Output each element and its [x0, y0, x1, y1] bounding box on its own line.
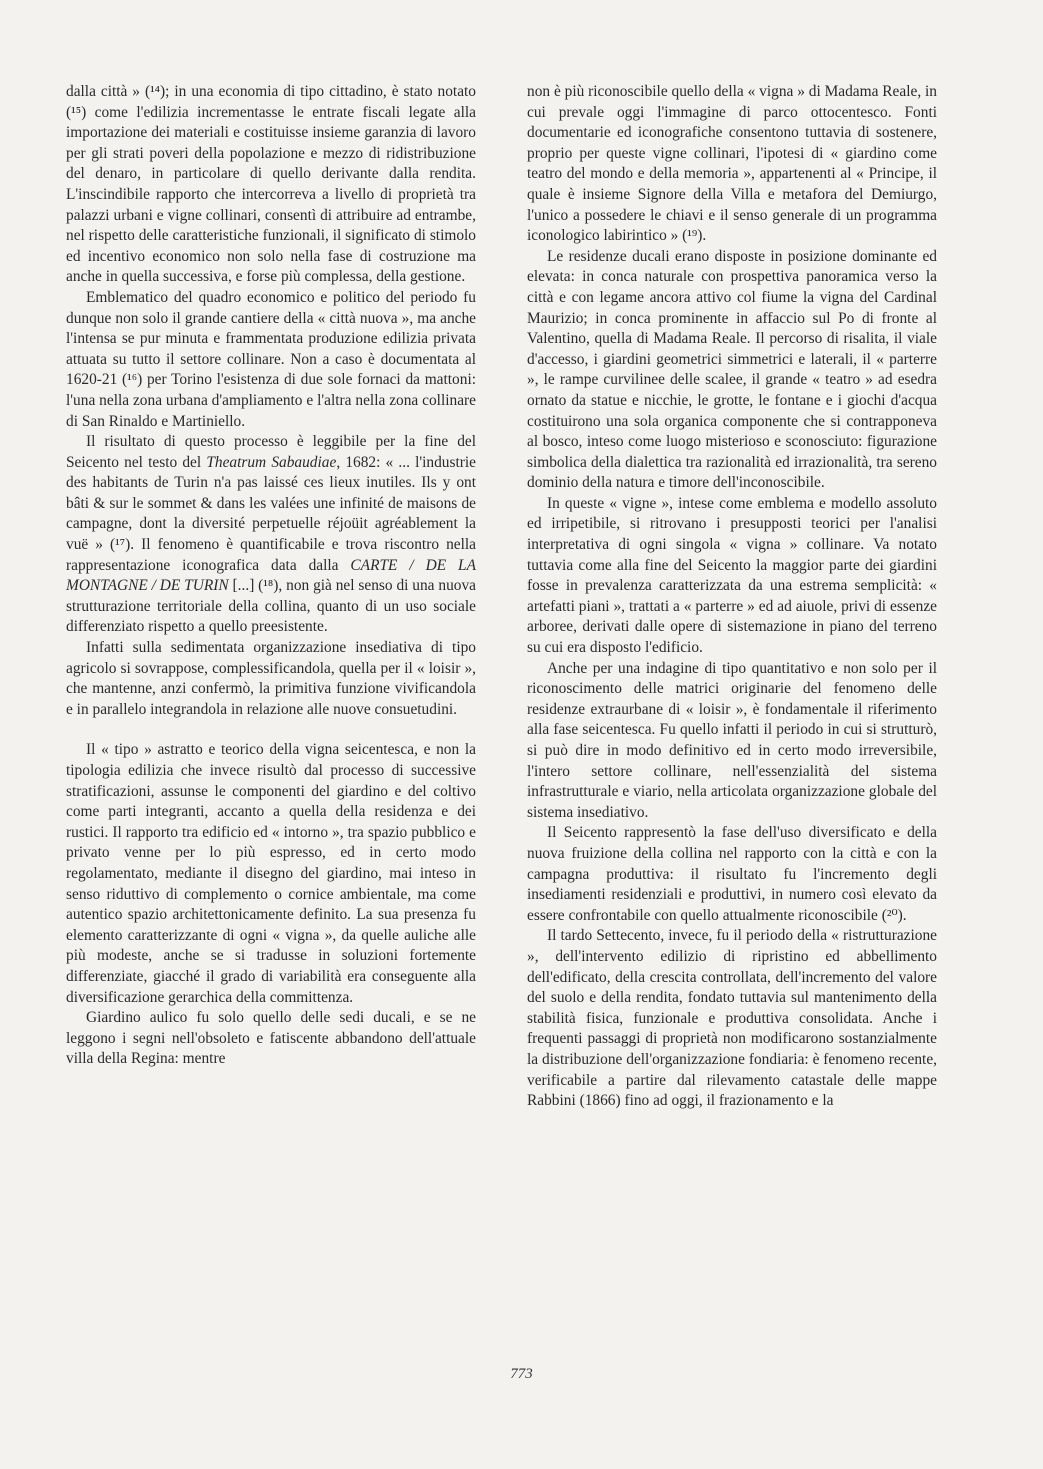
paragraph: In queste « vigne », intese come emblema e modello assoluto ed irripetibile, si ritrovano i presupposti teorici per l'analisi interpretativa di ogni singola « vigna » collinare. Va notato tuttavia come alla fine del Seicento la maggior parte dei giardini fosse in prevalenza caratterizzata da una estrema semplicità: « artefatti piani », trattati a « parterre » ed ad aiuole, privi di essenze arboree, derivati dalle opere di sistemazione in piano del terreno su cui era disposto l'edificio.: [527, 494, 937, 657]
text-span: , 1682: « ... l'industrie des habitants de Turin n'a pas laissé ces lieux inutiles. Ils y ont bâti & sur le sommet & dans les valées une infinité de maisons de campagne, dont la diversité perpetuelle réjoüit agréablement la vuë » (¹⁷). Il fenomeno è quantificabile e trova riscontro nella rappresentazione iconografica data dalla: [66, 453, 476, 574]
paragraph: Emblematico del quadro economico e politico del periodo fu dunque non solo il grande cantiere della « città nuova », ma anche l'intensa se pur minuta e frammentata produzione edilizia privata attuata su tutto il settore collinare. Non a caso è documentata al 1620-21 (¹⁶) per Torino l'esistenza di due sole fornaci da mattoni: l'una nella zona urbana d'ampliamento e l'altra nella zona collinare di San Rinaldo e Martiniello.: [66, 288, 476, 430]
paragraph: [66, 432, 476, 638]
paragraph: Il tardo Settecento, invece, fu il periodo della « ristrutturazione », dell'intervento edilizio di ripristino ed abbellimento dell'edificato, della crescita controllata, dell'incremento del valore del suolo e della rendita, fondato tuttavia sul mantenimento della stabilità fisica, funzionale e produttiva consolidata. Anche i frequenti passaggi di proprietà non modificarono sostanzialmente la distribuzione dell'organizzazione fondiaria: è fenomeno recente, verificabile a partire dal rilevamento catastale delle mappe Rabbini (1866) fino ad oggi, il frazionamento e la: [527, 927, 937, 1110]
paragraph: dalla città » (¹⁴); in una economia di tipo cittadino, è stato notato (¹⁵) come l'edilizia incrementasse le entrate fiscali legate alla importazione dei materiali e costituisse insieme garanzia di lavoro per gli strati poveri della popolazione e mezzo di ridistribuzione del denaro, in particolare di quello derivante dalla rendita. L'inscindibile rapporto che intercorreva a livello di proprietà tra palazzi urbani e vigne collinari, consentì di attribuire ad entrambe, nel rispetto delle caratteristiche funzionali, il significato di stimolo ed incentivo economico non solo nella fase di costruzione ma anche in quella successiva, e forse più complessa, della gestione.: [66, 83, 476, 286]
paragraph: Il Seicento rappresentò la fase dell'uso diversificato e della nuova fruizione della collina nel rapporto con la città e con la campagna produttiva: il risultato fu l'incremento degli insediamenti residenziali e produttivi, in numero così elevato da essere confrontabile con quello attualmente riconoscibile (²⁰).: [527, 824, 937, 924]
page-number: 773: [510, 1366, 533, 1382]
italic-title: Theatrum Sabaudiae: [206, 453, 337, 471]
paragraph: Anche per una indagine di tipo quantitativo e non solo per il riconoscimento delle matrici originarie del fenomeno delle residenze extraurbane di « loisir », è fondamentale il riferimento alla fase seicentesca. Fu quello infatti il periodo in cui si strutturò, si può dire in modo definitivo ed in certo modo irreversibile, l'intero settore collinare, nell'essenzialità del sistema infrastrutturale e viario, nella articolata organizzazione globale del sistema insediativo.: [527, 659, 937, 821]
text-span: Il risultato di questo processo è leggibile per la fine del Seicento nel testo del: [66, 433, 476, 471]
right-column: [527, 82, 937, 1112]
paragraph: Giardino aulico fu solo quello delle sedi ducali, e se ne leggono i segni nell'obsoleto e fatiscente abbandono dell'attuale villa della Regina: mentre: [66, 1009, 476, 1068]
paragraph: non è più riconoscibile quello della « vigna » di Madama Reale, in cui prevale oggi l'immagine di parco ottocentesco. Fonti documentarie ed iconografiche consentono tuttavia di sostenere, proprio per queste vigne collinari, l'ipotesi di « giardino come teatro del mondo e della memoria », appartenenti al « Principe, il quale è insieme Signore della Villa e metafora del Demiurgo, l'unico a possedere le chiavi e il senso generale di un programma iconologico labirintico » (¹⁹).: [527, 83, 937, 245]
italic-title: CARTE / DE LA MONTAGNE / DE TURIN: [66, 556, 476, 595]
paragraph: Il « tipo » astratto e teorico della vigna seicentesca, e non la tipologia edilizia che invece risultò dal processo di successive stratificazioni, assunse le componenti del giardino e del coltivo come parti integranti, accanto a quella della residenza e dei rustici. Il rapporto tra edificio ed « intorno », tra spazio pubblico e privato venne per lo più espresso, ed in certo modo regolamentato, mediante il disegno del giardino, mai inteso in senso riduttivo di complemento o cornice ambientale, ma come autentico spazio architettonicamente definito. La sua presenza fu elemento caratterizzante di ogni « vigna », da quelle auliche alle più modeste, anche se si tradusse in soluzioni fortemente differenziate, giacché il grado di variabilità era conseguente alla diversificazione gerarchica della committenza.: [66, 741, 476, 1006]
paragraph: Infatti sulla sedimentata organizzazione insediativa di tipo agricolo si sovrappose, complessificandola, quella per il « loisir », che mantenne, anzi confermò, la primitiva funzione vivificandola e in parallelo integrandola in relazione alle nuove consuetudini.: [66, 639, 476, 718]
left-column: [66, 82, 476, 1070]
text-span: [...] (¹⁸), non già nel senso di una nuova strutturazione territoriale della collina, quanto di un uso sociale differenziato rispetto a quello preesistente.: [66, 577, 476, 636]
paragraph: Le residenze ducali erano disposte in posizione dominante ed elevata: in conca naturale con prospettiva panoramica verso la città e con legame ancora attivo col fiume la vigna del Cardinal Maurizio; in conca prominente in affaccio sul Po di fronte al Valentino, quella di Madama Reale. Il percorso di risalita, il viale d'accesso, i giardini geometrici simmetrici e laterali, il « parterre », le rampe curvilinee delle scalee, il grande « teatro » ad esedra ornato da statue e nicchie, le grotte, le fontane e i giochi d'acqua costituirono una sola organica componente che si contrapponeva al bosco, inteso come luogo misterioso e sconosciuto: figurazione simbolica della dialettica tra razionalità ed irrazionalità, tra sereno dominio della natura e timore dell'inconoscibile.: [527, 247, 937, 492]
